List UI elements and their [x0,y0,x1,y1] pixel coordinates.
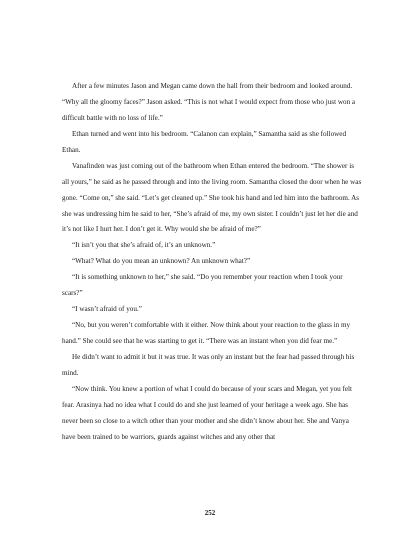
paragraph: He didn’t want to admit it but it was true. It was only an instant but the fear had passed through his mind. [62,352,355,377]
paragraph: “What? What do you mean an unknown? An unknown what?” [72,257,251,266]
paragraph: “I wasn’t afraid of you.” [72,305,142,314]
paragraph: Vanafinden was just coming out of the bathroom when Ethan entered the bedroom. “The shower is all yours,” he said as he passed through and into the living room. Samantha closed the door when he was gone. “Come on,” she said. “Let’s get cleaned up.” She took his hand and led him into the bathroom. As she was undressing him he said to her, “She’s afraid of me, my own sister. I couldn’t just let her die and it’s not like I hurt her. I don’t get it. Why would she be afraid of me?” [62,161,362,234]
paragraph: After a few minutes Jason and Megan came down the hall from their bedroom and looked around. “Why all the gloomy faces?” Jason asked. “This is not what I would expect from those who just won a difficult battle with no loss of life.” [62,82,356,122]
paragraph: “It isn’t you that she’s afraid of, it’s an unknown.” [72,241,216,250]
paragraph: “No, but you weren’t comfortable with it either. Now think about your reaction to the glass in my hand.” She could see that he was starting to get it. “There was an instant when you did fear me.” [62,321,351,345]
paragraph: “It is something unknown to her,” she said. “Do you remember your reaction when I took your scars?” [62,273,343,298]
paragraph: “Now think. You knew a portion of what I could do because of your scars and Megan, yet you felt fear. Arasinya had no idea what I could do and she just learned of your heritage a week ago. She has never been so close to a witch other than your mother and she didn’t know about her. She and Vanya have been trained to be warriors, guards against witches and any other that [62,384,353,441]
page-number: 252 [204,509,216,517]
paragraph: Ethan turned and went into his bedroom. “Calanon can explain,” Samantha said as she followed Ethan. [62,129,347,154]
body-text [62,79,362,446]
